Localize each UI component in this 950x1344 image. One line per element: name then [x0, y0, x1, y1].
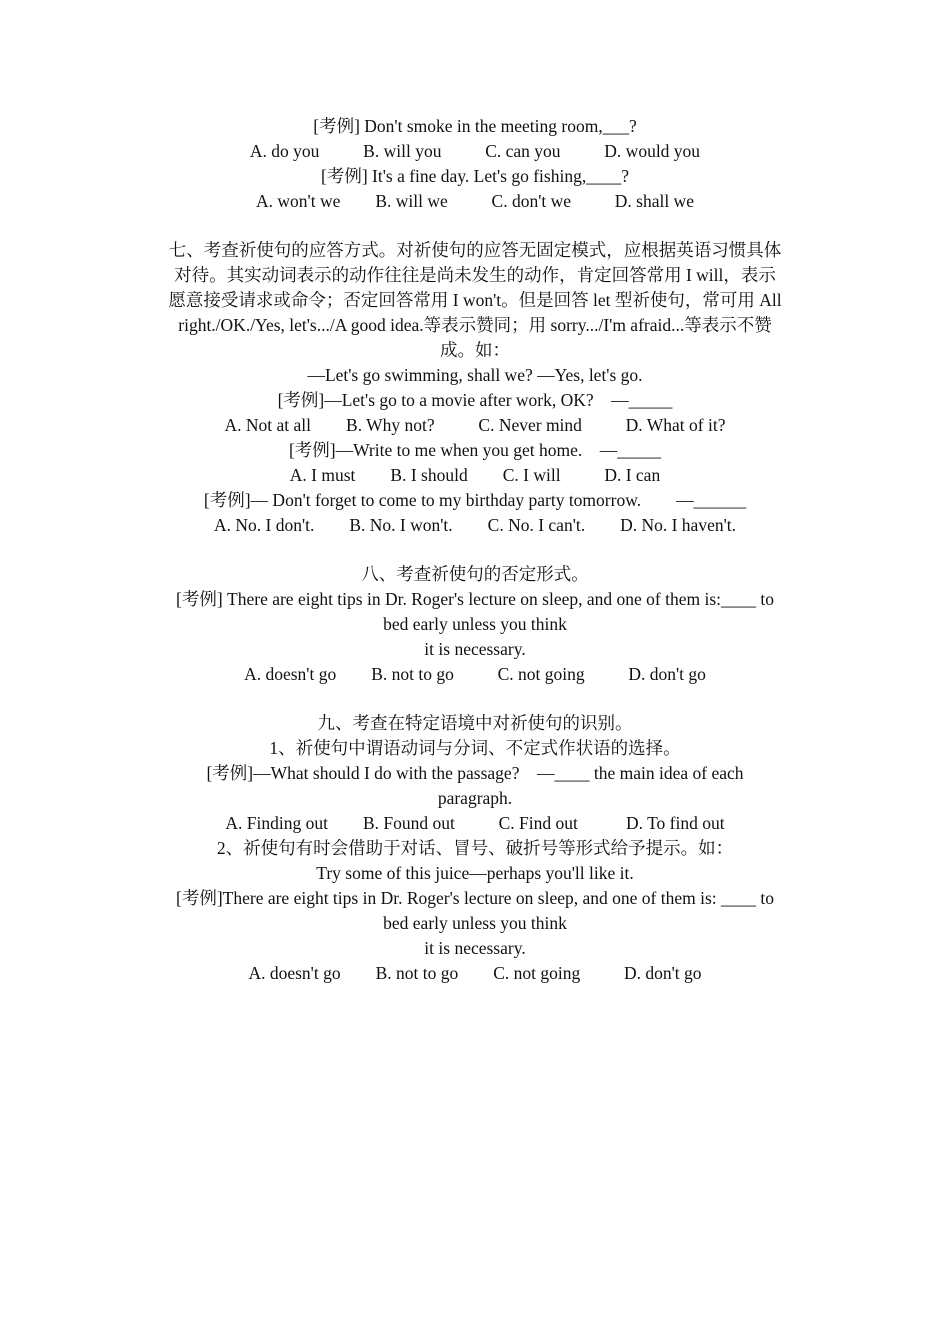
paragraph-line: right./OK./Yes, let's.../A good idea.等表示赞同；用 sorry.../I'm afraid...等表示不赞: [178, 315, 772, 335]
example-question-1: [考例] Don't smoke in the meeting room,___?: [313, 116, 637, 136]
example-question-7: [考例]—What should I do with the passage? —____ the main idea of each: [206, 763, 744, 783]
example-question-6-cont: it is necessary.: [424, 639, 526, 659]
example-question-6: [考例] There are eight tips in Dr. Roger's lecture on sleep, and one of them is:____ to: [176, 589, 774, 609]
section-heading-8: 八、考查祈使句的否定形式。: [361, 564, 589, 584]
example-question-2: [考例] It's a fine day. Let's go fishing,____?: [321, 166, 629, 186]
example-question-4: [考例]—Write to me when you get home. —_____: [288, 440, 662, 460]
example-question-8-cont: bed early unless you think: [383, 913, 567, 933]
example-sentence: Try some of this juice—perhaps you'll like it.: [316, 863, 634, 883]
example-question-8: [考例]There are eight tips in Dr. Roger's lecture on sleep, and one of them is: ____ to: [176, 888, 774, 908]
example-question-8-cont: it is necessary.: [424, 938, 526, 958]
example-question-5: [考例]— Don't forget to come to my birthday party tomorrow. —______: [203, 490, 747, 510]
section-heading-7: 七、考查祈使句的应答方式。对祈使句的应答无固定模式，应根据英语习惯具体: [168, 240, 782, 260]
example-options-1: A. do you B. will you C. can you D. would you: [249, 141, 701, 161]
example-options-7: A. Finding out B. Found out C. Find out D. To find out: [225, 813, 725, 833]
example-options-4: A. I must B. I should C. I will D. I can: [289, 465, 661, 485]
example-question-7-cont: paragraph.: [437, 788, 513, 808]
example-options-8: A. doesn't go B. not to go C. not going D. don't go: [248, 963, 702, 983]
example-dialogue: —Let's go swimming, shall we? —Yes, let's go.: [307, 365, 643, 385]
example-options-5: A. No. I don't. B. No. I won't. C. No. I can't. D. No. I haven't.: [213, 515, 736, 535]
paragraph-line: 对待。其实动词表示的动作往往是尚未发生的动作，肯定回答常用 I will，表示: [174, 265, 776, 285]
example-options-6: A. doesn't go B. not to go C. not going D. don't go: [244, 664, 706, 684]
example-options-2: A. won't we B. will we C. don't we D. shall we: [256, 191, 694, 211]
paragraph-line: 成。如：: [440, 340, 510, 360]
paragraph-line: 愿意接受请求或命令；否定回答常用 I won't。但是回答 let 型祈使句，常可用 All: [168, 290, 782, 310]
example-question-3: [考例]—Let's go to a movie after work, OK? —_____: [277, 390, 673, 410]
section-heading-9: 九、考查在特定语境中对祈使句的识别。: [317, 713, 633, 733]
subheading-2: 2、祈使句有时会借助于对话、冒号、破折号等形式给予提示。如：: [216, 838, 734, 858]
subheading-1: 1、祈使句中谓语动词与分词、不定式作状语的选择。: [269, 738, 681, 758]
example-options-3: A. Not at all B. Why not? C. Never mind D. What of it?: [224, 415, 726, 435]
example-question-6-cont: bed early unless you think: [383, 614, 567, 634]
